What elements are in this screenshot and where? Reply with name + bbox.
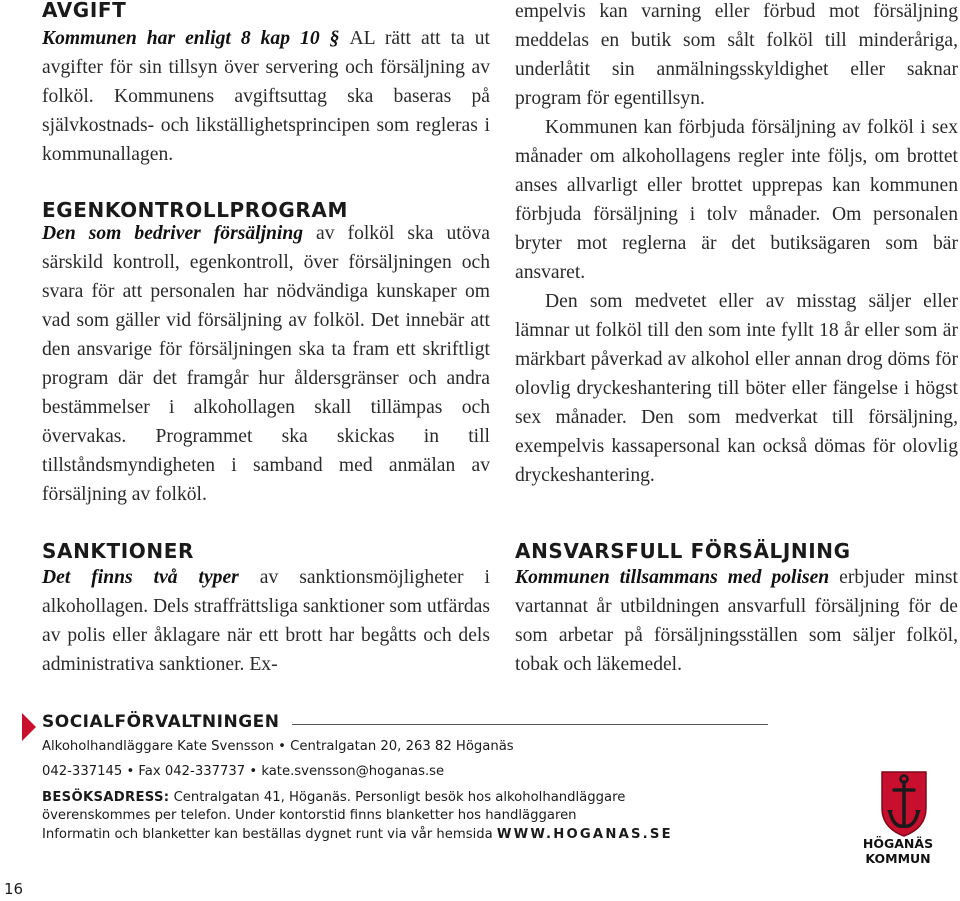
sanktioner-body: av sanktionsmöjligheter i alkohollagen. Dels straffrättsliga sanktioner som utfärdas av polis eller åklagare när ett brott har begåtts och dels administrativa sanktioner. Ex- (42, 567, 490, 675)
triangle-arrow-icon (22, 713, 36, 741)
visit-address-line (42, 790, 625, 805)
sanktioner-paragraph (42, 563, 490, 679)
ansvarsfull-heading: ANSVARSFULL FÖRSÄLJNING (515, 539, 851, 563)
contact-line-4: överenskommes per telefon. Under kontorstid finns blanketter hos handläggaren (42, 808, 577, 823)
avgift-heading: AVGIFT (42, 0, 127, 22)
visit-address-label: BESÖKSADRESS: (42, 790, 170, 805)
avgift-paragraph (42, 24, 490, 169)
sanktioner-heading: SANKTIONER (42, 539, 195, 563)
footer-divider (292, 724, 768, 725)
straff-paragraph: Den som medvetet eller av misstag säljer eller lämnar ut folköl till den som inte fyllt 18 år eller som är märkbart påverkad av alkohol eller annan drog döms för olovlig dryckeshantering till böter eller fängelse i högst sex månader. Den som medverkat till försäljning, exempelvis kassapersonal kan också dömas för olovlig dryckeshantering. (515, 291, 958, 486)
visit-address-text: Centralgatan 41, Höganäs. Personligt besök hos alkoholhandläggare (169, 790, 626, 805)
ansvarsfull-body: erbjuder minst vartannat år utbildningen ansvarfull försäljning för de som arbetar på försäljningsställen som säljer folköl, tobak och läkemedel. (515, 567, 958, 675)
avgift-body: AL rätt att ta ut avgifter för sin tillsyn över servering och försäljning av folköl. Kommunens avgiftsuttag ska baseras på självkostnads- och likställighetsprincipen som regleras i kommunallagen. (42, 28, 490, 165)
avgift-lead: Kommunen har enligt 8 kap 10 § (42, 28, 350, 49)
website-intro: Informatin och blanketter kan beställas dygnet runt via vår hemsida (42, 827, 497, 842)
footer-title: SOCIALFÖRVALTNINGEN (42, 712, 280, 732)
egenkontroll-body: av folköl ska utöva särskild kontroll, egenkontroll, över försäljningen och svara för att personalen har nödvändiga kunskaper om vad som gäller vid försäljning av folköl. Det innebär att den ansvarige för försäljningen ska ta fram ett skriftligt program där det framgår hur åldersgränser och andra bestämmelser i alkohollagen skall tillämpas och övervakas. Programmet ska skickas in till tillståndsmyndigheten i samband med anmälan av försäljning av folköl. (42, 223, 490, 505)
egenkontroll-heading: EGENKONTROLLPROGRAM (42, 198, 349, 222)
website-link[interactable]: WWW.HOGANAS.SE (496, 827, 673, 842)
egenkontroll-lead: Den som bedriver försäljning (42, 223, 304, 244)
ansvarsfull-paragraph (515, 563, 958, 679)
logo-line-1: HÖGANÄS (862, 836, 934, 851)
contact-footer (0, 706, 960, 901)
contact-line-2: 042-337145 • Fax 042-337737 • kate.svensson@hoganas.se (42, 764, 445, 779)
egenkontroll-paragraph (42, 219, 490, 509)
logo-text (838, 836, 958, 866)
page-number: 16 (4, 880, 24, 898)
continued-paragraph: empelvis kan varning eller förbud mot försäljning meddelas en butik som sålt folköl till minderåriga, underlåtit sin anmälningsskyldighet eller saknar program för egentillsyn. (515, 1, 958, 109)
contact-line-5 (42, 827, 673, 842)
logo-line-2: KOMMUN (865, 851, 931, 866)
contact-line-1: Alkoholhandläggare Kate Svensson • Centralgatan 20, 263 82 Höganäs (42, 739, 514, 754)
sanktioner-lead: Det finns två typer (42, 567, 239, 588)
hoganas-coat-of-arms-icon (856, 768, 952, 838)
forbud-paragraph: Kommunen kan förbjuda försäljning av folköl i sex månader om alkohollagens regler inte följs, om brottet anses allvarligt eller brottet upprepas kan kommunen förbjuda försäljning i tolv månader. Om personalen bryter mot reglerna är det butiksägaren som bär ansvaret. (515, 117, 958, 283)
ansvarsfull-lead: Kommunen tillsammans med polisen (515, 567, 830, 588)
